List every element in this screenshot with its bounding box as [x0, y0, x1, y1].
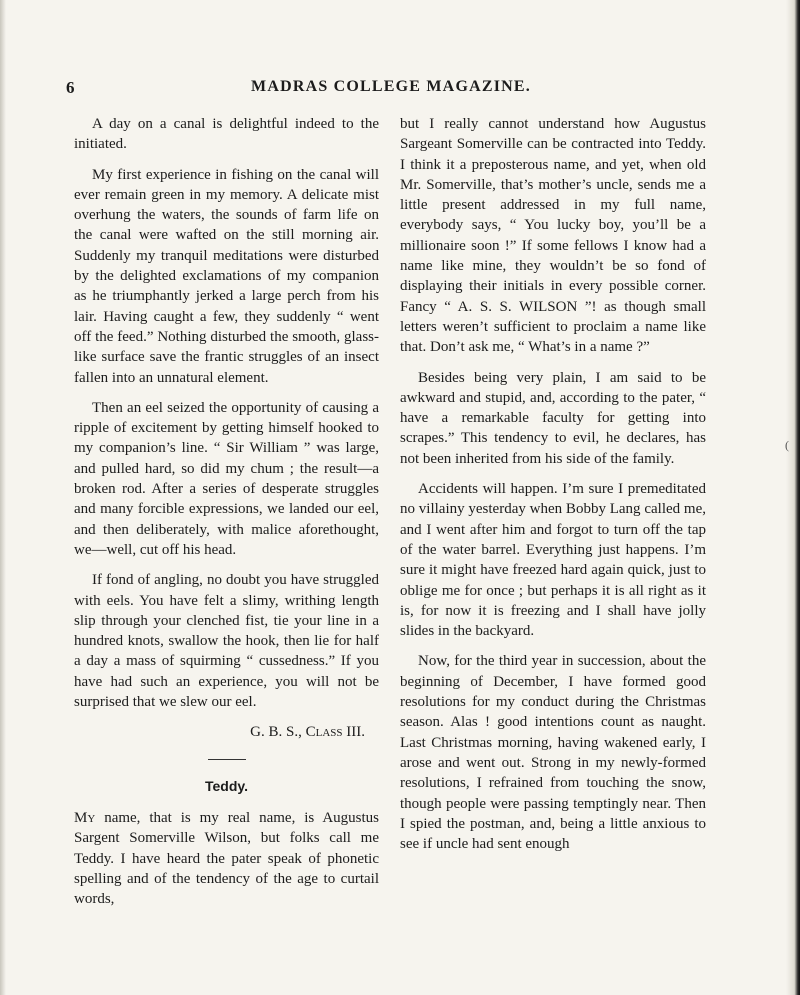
- lead-word: My: [74, 809, 96, 826]
- margin-mark: (: [785, 438, 789, 452]
- page-edge: [786, 0, 800, 995]
- page-shadow: [0, 0, 6, 995]
- left-column: [74, 114, 379, 919]
- paragraph: If fond of angling, no doubt you have struggled with eels. You have felt a slimy, writhing length slip through your clenched fist, tie your line in a hundred knots, swallow the hook, then lie for half a day a mass of squirming “ cussedness.” If you have had such an experience, you will not be surprised that we slew our eel.: [74, 572, 379, 711]
- section-title: Teddy.: [204, 777, 249, 794]
- right-column: [400, 114, 706, 864]
- page-number: 6: [66, 78, 75, 97]
- paragraph: Accidents will happen. I’m sure I premeditated no villainy yesterday when Bobby Lang called me, and I went after him and forgot to turn off the tap of the water barrel. Everything just happens. I’m sure it might have freezed hard again quick, just to oblige me for once ; but perhaps it is all right as it is, for now it is freezing and I shall have jolly slides in the backyard.: [400, 481, 706, 640]
- paragraph: A day on a canal is delightful indeed to the initiated.: [74, 116, 379, 153]
- page-header: [66, 78, 716, 102]
- signature-class: Class III.: [305, 724, 365, 741]
- paragraph: Then an eel seized the opportunity of causing a ripple of excitement by getting himself hooked to my companion’s line. “ Sir William ” was large, and pulled hard, so did my chum ; the result—a broken rod. After a series of desperate struggles and many forcible expressions, we landed our eel, and then deliberately, with malice aforethought, we—well, cut off his head.: [74, 399, 379, 558]
- author-signature: [74, 722, 365, 742]
- running-title: MADRAS COLLEGE MAGAZINE.: [251, 78, 531, 95]
- signature-initials: G. B. S.,: [250, 724, 302, 741]
- section-divider: [208, 759, 246, 760]
- paragraph: but I really cannot understand how Augustus Sargeant Somerville can be contracted into Teddy. I think it a preposterous name, and yet, when old Mr. Somerville, that’s mother’s uncle, sends me a little present addressed in my full name, everybody says, “ You lucky boy, you’ll be a millionaire soon !” If some fellows I know had a name like mine, they wouldn’t be so fond of displaying their initials in every possible corner. Fancy “ A. S. S. WILSON ”! as though small letters weren’t sufficient to proclaim a name like that. Don’t ask me, “ What’s in a name ?”: [400, 116, 706, 356]
- paragraph-text: name, that is my real name, is Augustus Sargent Somerville Wilson, but folks call me Teddy. I have heard the pater speak of phonetic spelling and of the tendency of the age to curtail words,: [74, 809, 379, 908]
- paragraph: My first experience in fishing on the canal will ever remain green in my memory. A delicate mist overhung the waters, the sounds of farm life on the canal were wafted on the still morning air. Suddenly my tranquil meditations were disturbed by the delighted exclamations of my companion as he triumphantly jerked a large perch from his lair. Having caught a few, they suddenly “ went off the feed.” Nothing disturbed the smooth, glass-like surface save the frantic struggles of an insect fallen into an unnatural element.: [74, 166, 379, 386]
- paragraph: Now, for the third year in succession, about the beginning of December, I have formed good resolutions for my conduct during the Christmas season. Alas ! good intentions count as naught. Last Christmas morning, having wakened early, I arose and went out. Strong in my newly-formed resolutions, I refrained from touching the snow, though people were passing temptingly near. Then I spied the postman, and, being a little anxious to see if uncle had sent enough: [400, 653, 706, 853]
- paragraph: [74, 808, 379, 909]
- paragraph: Besides being very plain, I am said to be awkward and stupid, and, according to the pater, “ have a remarkable faculty for getting into scrapes.” This tendency to evil, he declares, has not been inherited from his side of the family.: [400, 369, 706, 467]
